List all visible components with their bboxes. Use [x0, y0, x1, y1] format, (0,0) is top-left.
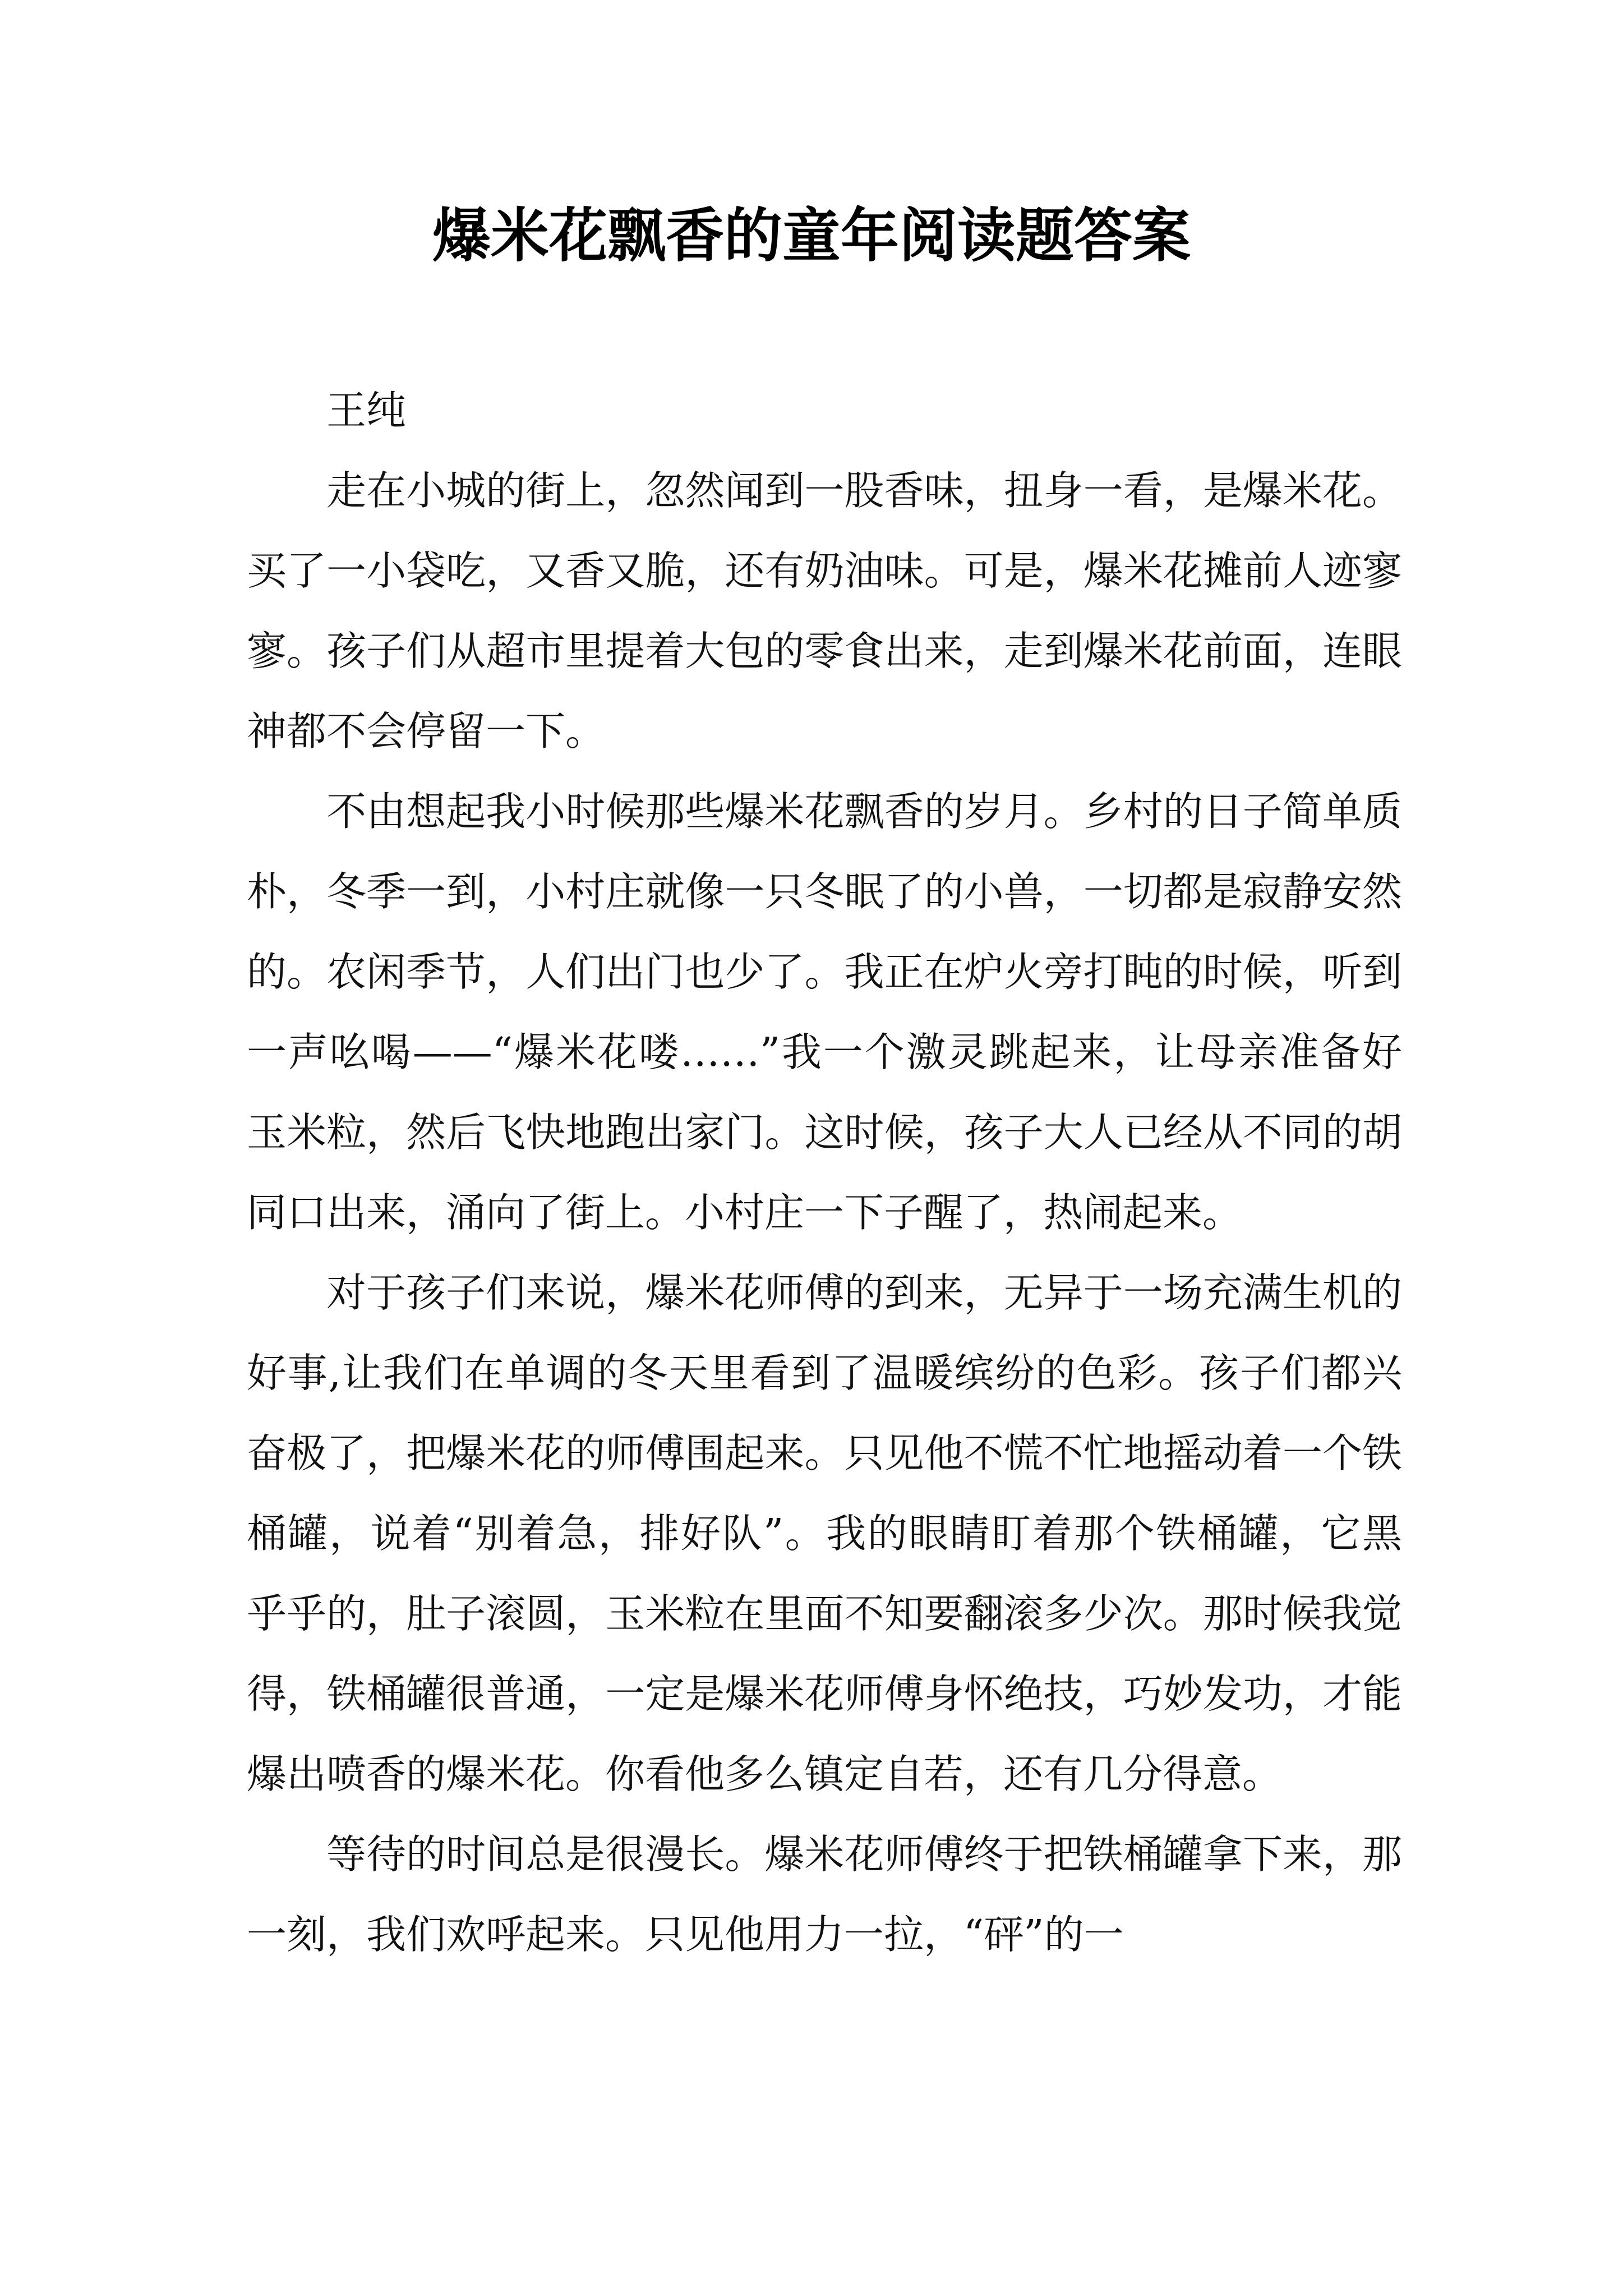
author-line: 王纯: [326, 387, 407, 434]
paragraph-3: 对于孩子们来说，爆米花师傅的到来，无异于一场充满生机的好事,让我们在单调的冬天里看到了温暖缤纷的色彩。孩子们都兴奋极了，把爆米花的师傅围起来。只见他不慌不忙地摇动着一个铁桶罐，说着“别着急，排好队”。我的眼睛盯着那个铁桶罐，它黑乎乎的，肚子滚圆，玉米粒在里面不知要翻滚多少次。那时候我觉得，铁桶罐很普通，一定是爆米花师傅身怀绝技，巧妙发功，才能爆出喷香的爆米花。你看他多么镇定自若，还有几分得意。: [247, 1269, 1402, 1797]
document-title: 爆米花飘香的童年阅读题答案: [432, 201, 1191, 270]
paragraph-2: 不由想起我小时候那些爆米花飘香的岁月。乡村的日子简单质 朴，冬季一到，小村庄就像一只冬眠了的小兽，一切都是寂静安然的。农闲季节，人们出门也少了。我正在炉火旁打盹的时候，听到一声吆喝——“爆米花喽……”我一个激灵跳起来，让母亲准备好玉米粒，然后飞快地跑出家门。这时候，孩子大人已经从不同的胡同口出来，涌向了街上。小村庄一下子醒了，热闹起来。: [247, 788, 1402, 1236]
paragraph-1: 走在小城的街上，忽然闻到一股香味，扭身一看，是爆米花。买了一小袋吃，又香又脆，还有奶油味。可是，爆米花摊前人迹寥寥。孩子们从超市里提着大包的零食出来，走到爆米花前面，连眼神都不会停留一下。: [247, 467, 1402, 754]
article-body: [247, 370, 1402, 1975]
paragraph-4: 等待的时间总是很漫长。爆米花师傅终于把铁桶罐拿下来，那一刻，我们欢呼起来。只见他用力一拉，“砰”的一: [247, 1831, 1402, 1958]
